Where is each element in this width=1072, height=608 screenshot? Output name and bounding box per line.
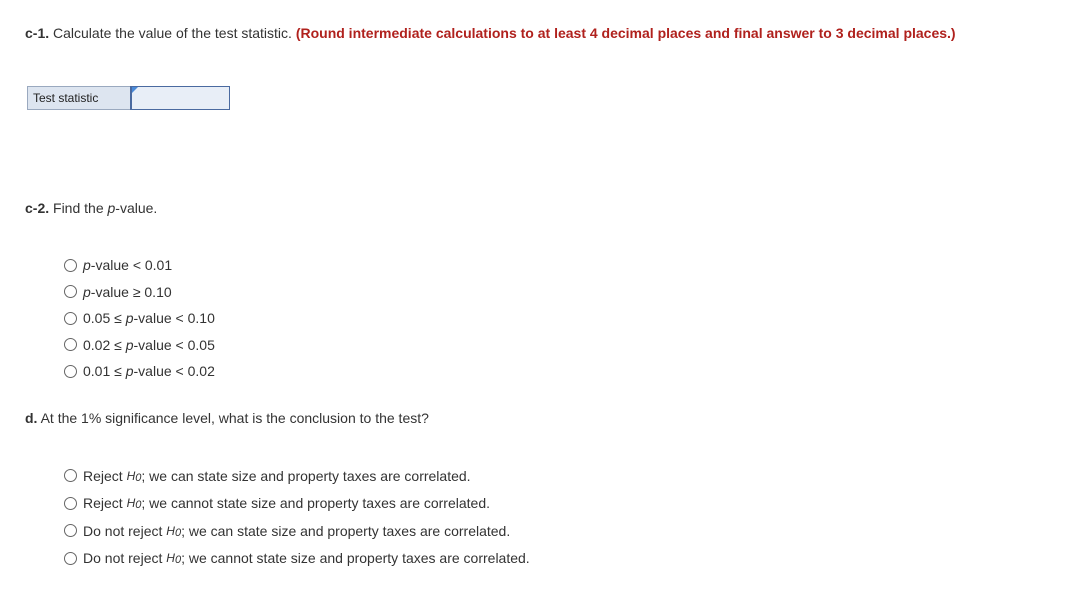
p-value-option[interactable] [64, 305, 215, 332]
radio-button[interactable] [64, 552, 77, 565]
radio-button[interactable] [64, 469, 77, 482]
conclusion-option[interactable] [64, 490, 530, 518]
conclusion-option[interactable] [64, 462, 530, 490]
question-text: At the 1% significance level, what is the conclusion to the test? [37, 410, 429, 426]
radio-button[interactable] [64, 365, 77, 378]
test-statistic-row [27, 86, 230, 110]
h0-sub: 0 [135, 471, 142, 484]
question-d-prompt [25, 410, 429, 427]
question-text-end: -value. [115, 200, 158, 216]
test-statistic-input[interactable] [132, 87, 232, 107]
option-p: p [125, 336, 134, 353]
conclusion-option[interactable] [64, 545, 530, 573]
h0-main: H [166, 551, 175, 566]
option-text-post: ; we cannot state size and property taxes are correlated. [181, 550, 530, 567]
h0-symbol [127, 469, 142, 483]
test-statistic-field[interactable] [130, 86, 230, 110]
option-text-post: ; we can state size and property taxes are correlated. [181, 522, 511, 539]
h0-sub: 0 [135, 499, 142, 512]
rounding-instruction: (Round intermediate calculations to at least 4 decimal places and final answer to 3 decimal places.) [295, 25, 956, 41]
question-number: c-2. [25, 200, 50, 216]
question-c2-prompt [25, 200, 157, 217]
h0-main: H [166, 523, 175, 538]
option-text-pre: 0.01 ≤ [83, 363, 126, 380]
p-italic: p [107, 200, 116, 216]
p-value-option[interactable] [64, 332, 215, 359]
p-value-option[interactable] [64, 358, 215, 385]
p-value-options [64, 252, 215, 385]
radio-button[interactable] [64, 524, 77, 537]
option-text-pre: 0.05 ≤ [83, 310, 126, 327]
option-text-post: ; we cannot state size and property taxes are correlated. [141, 495, 491, 512]
question-number: d. [25, 410, 38, 426]
question-text: Find the [49, 200, 108, 216]
option-text-pre: Do not reject [83, 550, 167, 567]
question-number: c-1. [25, 25, 50, 41]
option-text-pre: Reject [83, 495, 127, 512]
radio-button[interactable] [64, 259, 77, 272]
radio-button[interactable] [64, 312, 77, 325]
input-flag-icon [132, 87, 138, 93]
question-c1-prompt [25, 25, 965, 42]
h0-main: H [126, 468, 136, 483]
radio-button[interactable] [64, 497, 77, 510]
p-value-option[interactable] [64, 279, 215, 306]
option-text-post: -value < 0.01 [90, 257, 173, 274]
option-text-pre: Do not reject [83, 522, 167, 539]
test-statistic-label: Test statistic [27, 86, 131, 110]
option-text-pre: 0.02 ≤ [83, 336, 126, 353]
option-p: p [83, 257, 91, 274]
h0-main: H [126, 496, 136, 511]
conclusion-option[interactable] [64, 517, 530, 545]
option-text-post: -value ≥ 0.10 [90, 283, 172, 300]
option-text-post: -value < 0.10 [133, 310, 215, 327]
p-value-option[interactable] [64, 252, 215, 279]
option-p: p [125, 310, 134, 327]
h0-symbol [166, 524, 181, 538]
option-p: p [125, 363, 134, 380]
h0-symbol [166, 551, 181, 565]
option-text-post: ; we can state size and property taxes are correlated. [141, 467, 471, 484]
h0-sub: 0 [174, 554, 182, 567]
radio-button[interactable] [64, 338, 77, 351]
h0-symbol [127, 496, 142, 510]
option-text-post: -value < 0.02 [133, 363, 215, 380]
option-p: p [83, 283, 91, 300]
h0-sub: 0 [174, 526, 182, 539]
option-text-pre: Reject [83, 467, 127, 484]
conclusion-options [64, 462, 530, 572]
question-text: Calculate the value of the test statistic. [49, 25, 296, 41]
option-text-post: -value < 0.05 [133, 336, 215, 353]
radio-button[interactable] [64, 285, 77, 298]
